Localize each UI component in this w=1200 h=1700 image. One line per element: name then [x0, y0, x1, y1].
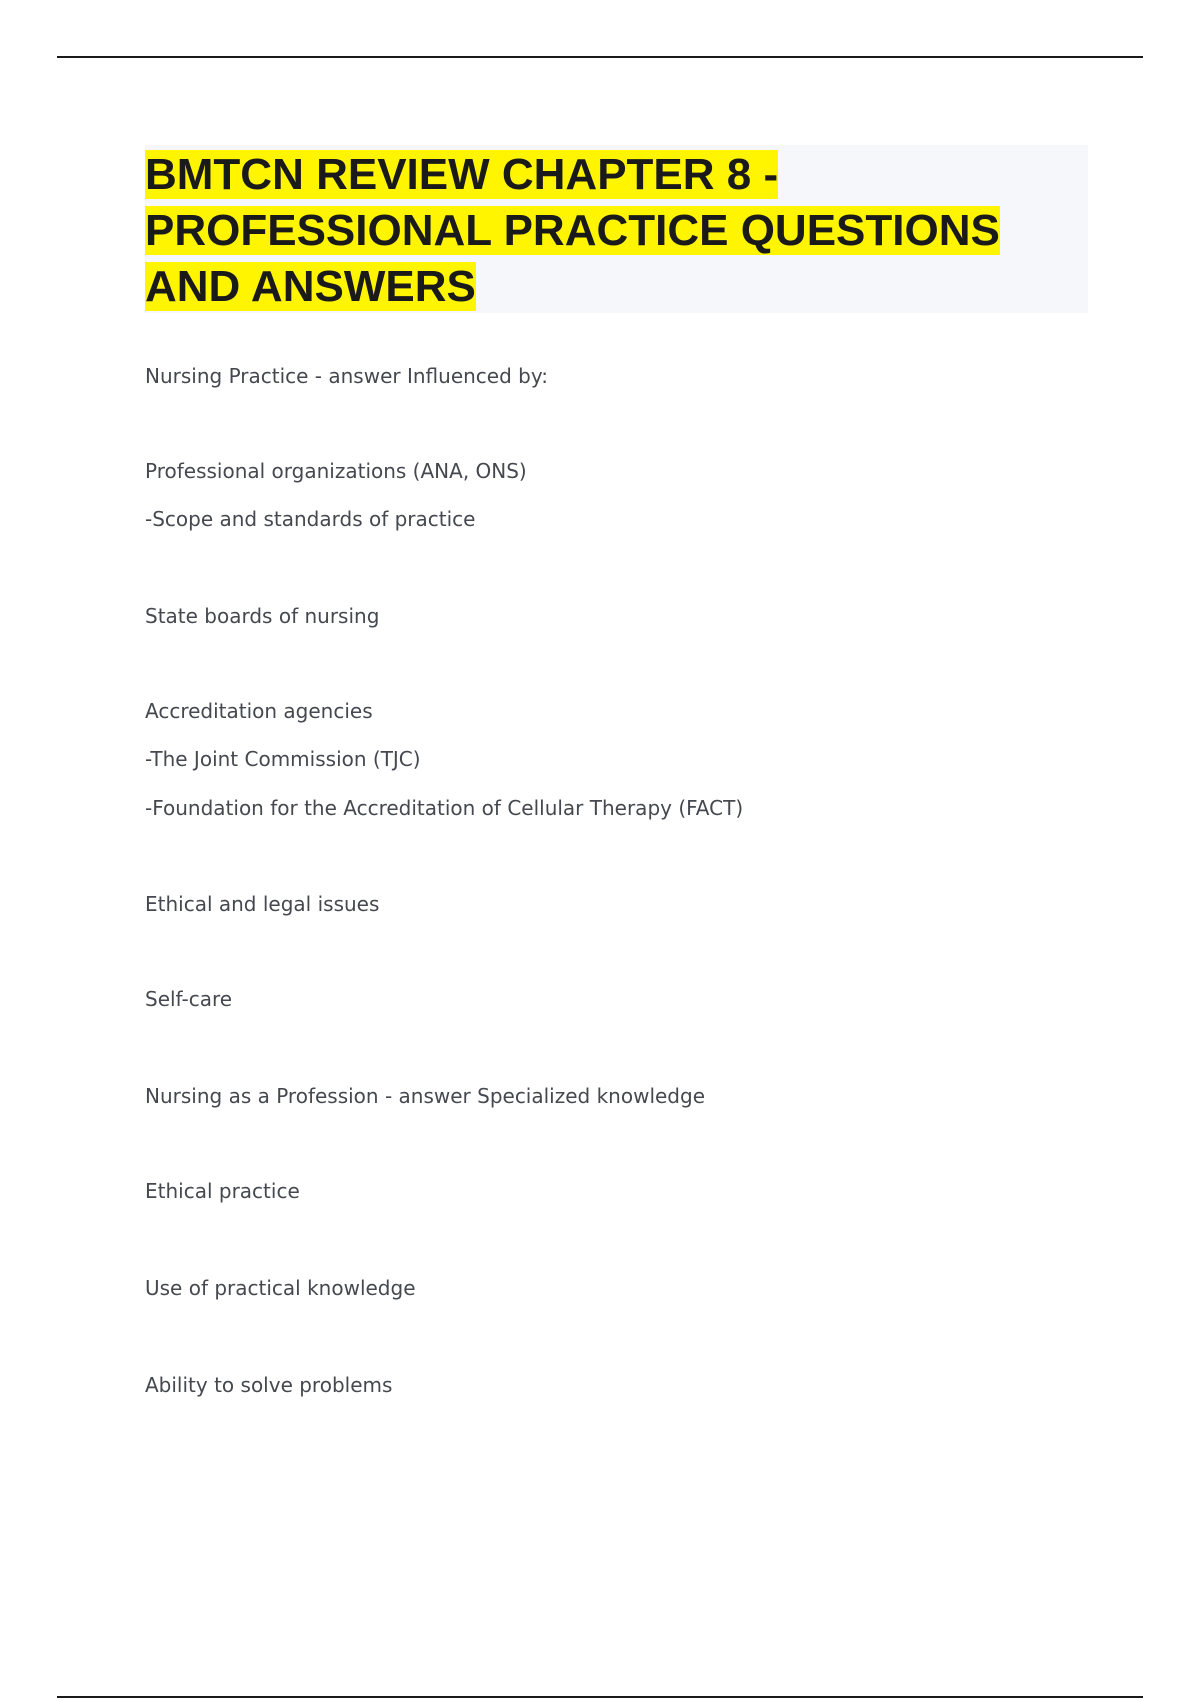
list-item: Use of practical knowledge	[145, 1276, 416, 1300]
list-item: Ethical and legal issues	[145, 892, 380, 916]
title-block	[145, 145, 1088, 313]
list-item: -Foundation for the Accreditation of Cellular Therapy (FACT)	[145, 796, 744, 820]
list-item: Self-care	[145, 987, 233, 1011]
list-item: -The Joint Commission (TJC)	[145, 747, 421, 771]
document-title	[145, 145, 1088, 315]
list-item: Ethical practice	[145, 1179, 300, 1203]
list-item: Accreditation agencies	[145, 699, 373, 723]
list-item: Ability to solve problems	[145, 1373, 393, 1397]
title-highlight: BMTCN REVIEW CHAPTER 8 - PROFESSIONAL PRACTICE QUESTIONS AND ANSWERS	[145, 150, 1000, 311]
list-item: Professional organizations (ANA, ONS)	[145, 459, 527, 483]
header-rule	[57, 56, 1143, 58]
footer-rule	[57, 1696, 1143, 1698]
question-nursing-profession: Nursing as a Profession - answer Specialized knowledge	[145, 1084, 705, 1108]
list-item: -Scope and standards of practice	[145, 507, 476, 531]
list-item: State boards of nursing	[145, 604, 380, 628]
question-nursing-practice: Nursing Practice - answer Influenced by:	[145, 364, 548, 388]
